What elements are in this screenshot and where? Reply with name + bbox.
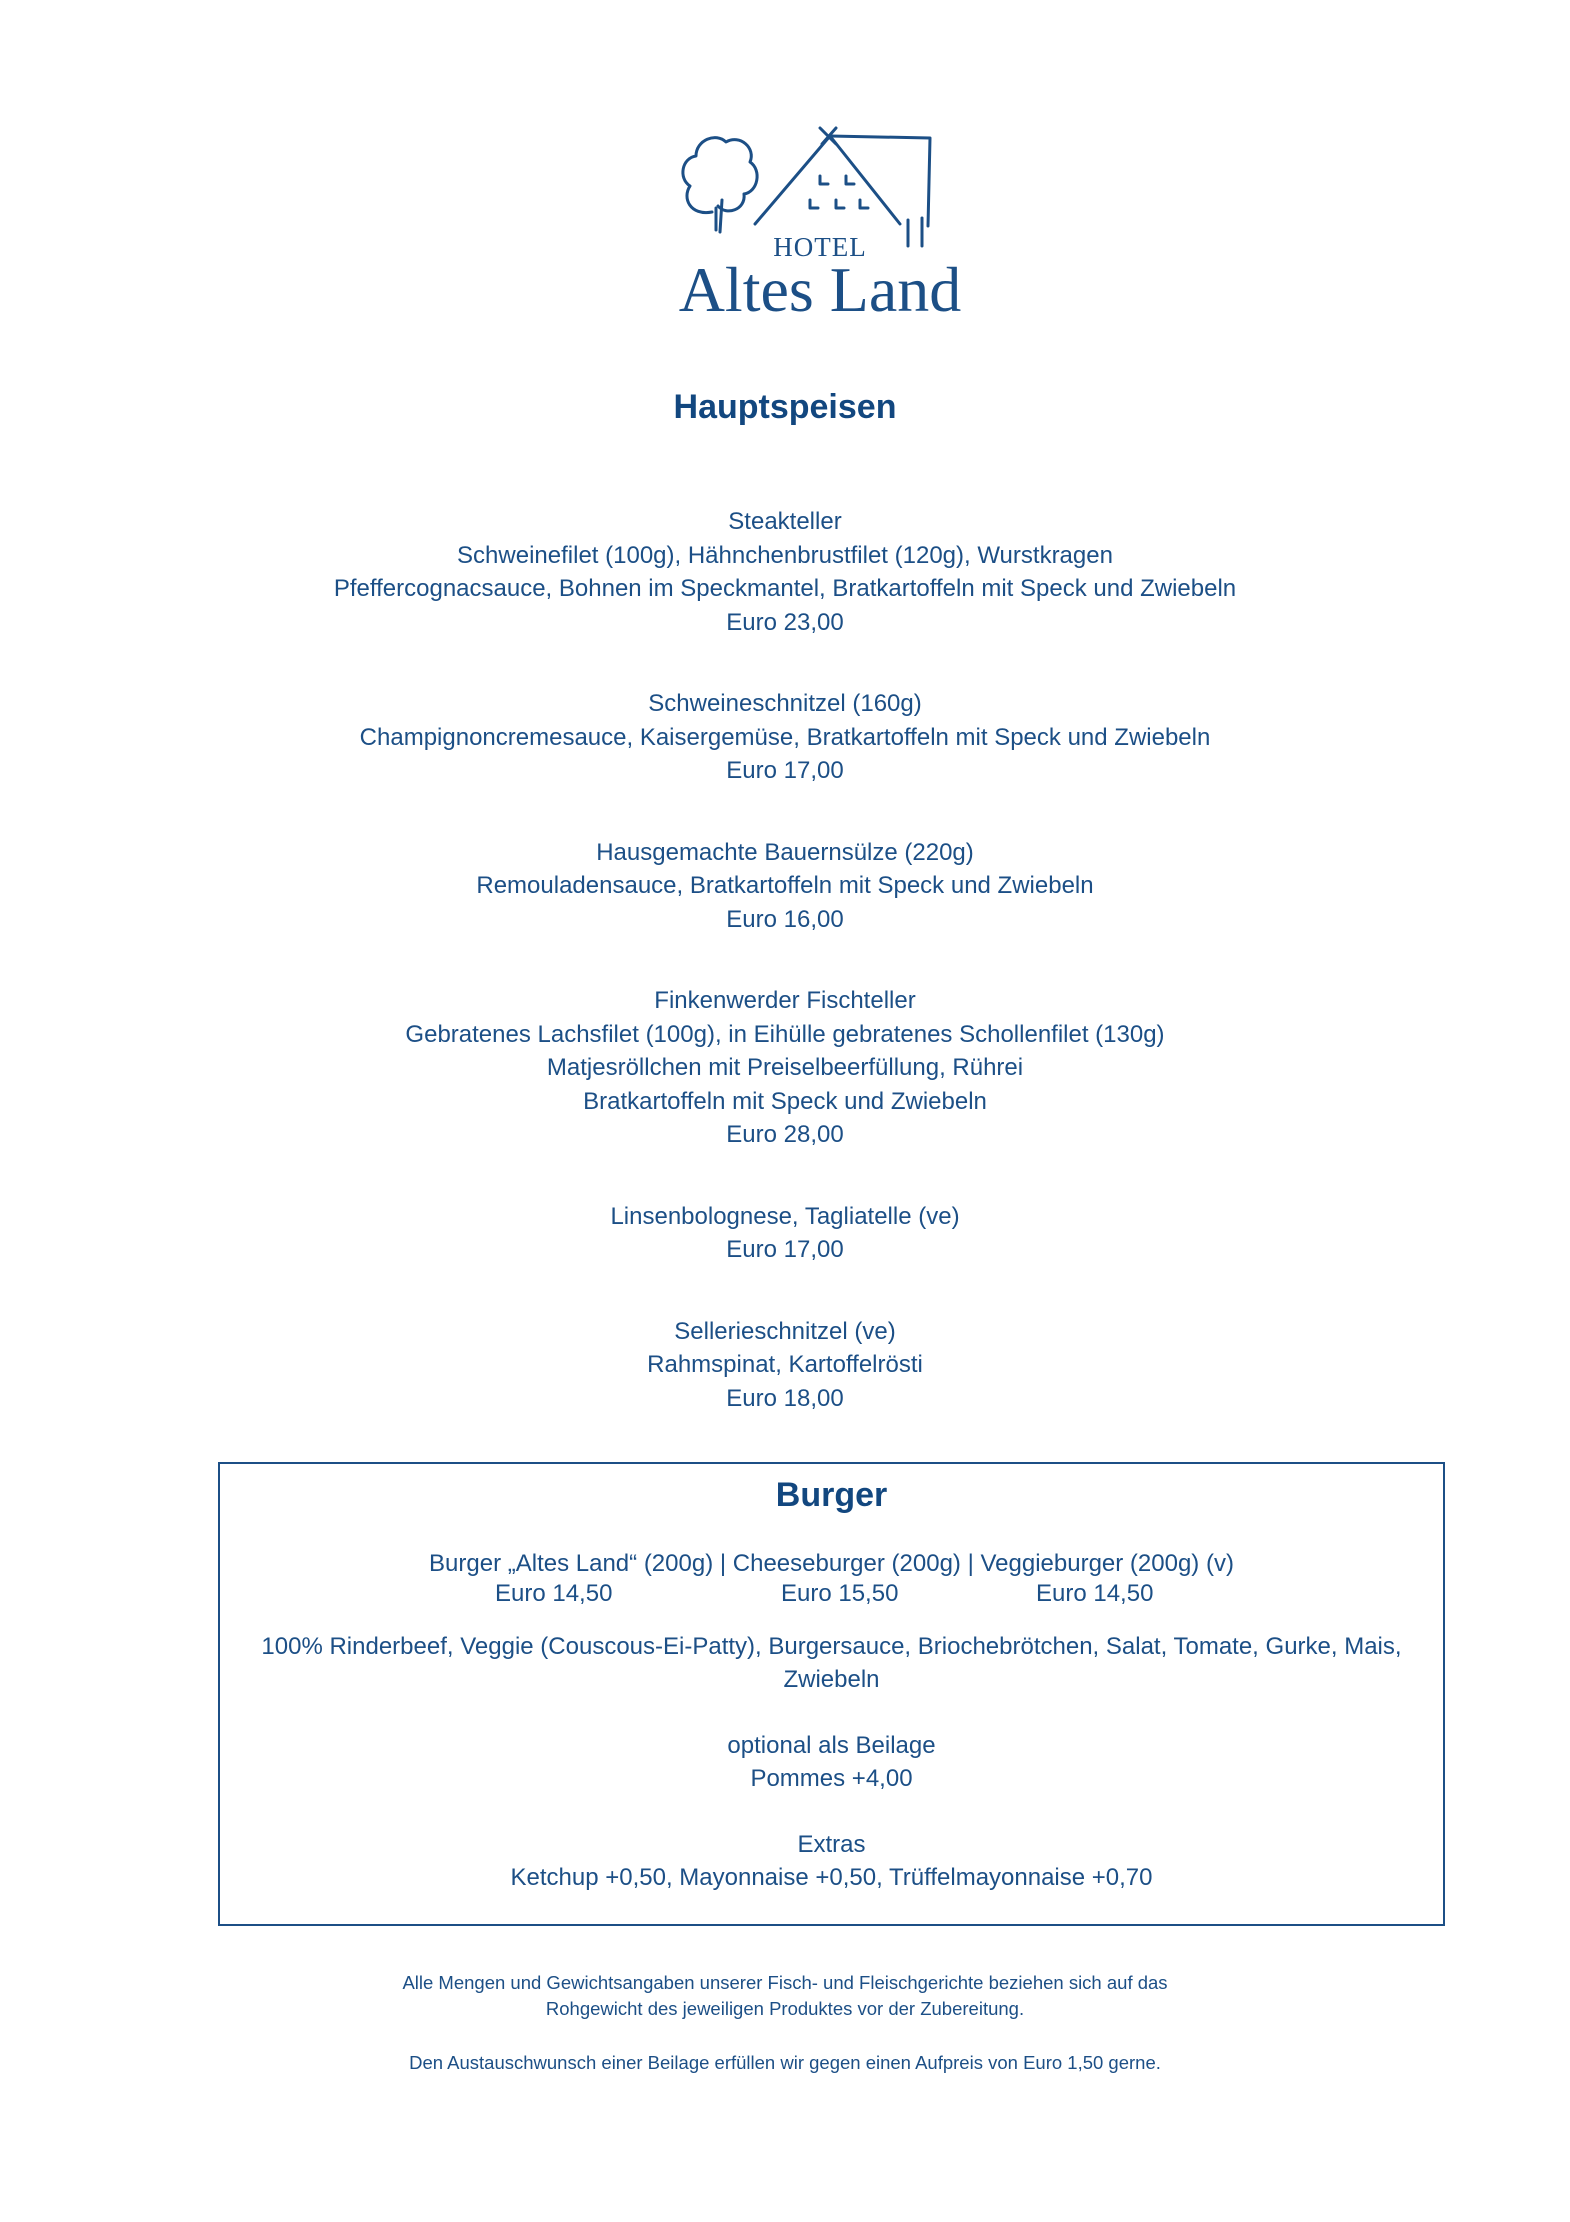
burger-side-heading: optional als Beilage: [727, 1732, 936, 1759]
dish-item: [0, 505, 1570, 639]
dish-item: [0, 1200, 1570, 1267]
dish-description: Bratkartoffeln mit Speck und Zwiebeln: [583, 1087, 987, 1115]
dish-price: Euro 16,00: [726, 905, 844, 933]
dish-description: Rahmspinat, Kartoffelrösti: [647, 1351, 923, 1378]
burger-price-veggieburger: Euro 14,50: [1036, 1580, 1154, 1607]
logo-hotel-name: Altes Land: [678, 254, 962, 325]
hotel-logo: [660, 120, 980, 330]
main-section-title: Hauptspeisen: [673, 388, 897, 426]
dish-item: [0, 687, 1570, 788]
dish-price: Euro 17,00: [726, 1236, 844, 1263]
dish-list: [0, 505, 1570, 1463]
dish-description: Gebratenes Lachsfilet (100g), in Eihülle gebratenes Schollenfilet (130g): [405, 1020, 1165, 1048]
footnote-side-exchange: Den Austauschwunsch einer Beilage erfüllen wir gegen einen Aufpreis von Euro 1,50 gerne.: [409, 2052, 1161, 2073]
dish-price: Euro 18,00: [726, 1384, 844, 1412]
burger-description: 100% Rinderbeef, Veggie (Couscous-Ei-Patty), Burgersauce, Briochebrötchen, Salat, Tomate, Gurke, Mais,: [261, 1633, 1402, 1660]
burger-section-title: Burger: [775, 1476, 888, 1514]
burger-extras-heading: Extras: [797, 1831, 866, 1858]
dish-name: Sellerieschnitzel (ve): [674, 1317, 896, 1345]
dish-name: Schweineschnitzel (160g): [648, 690, 922, 717]
dish-description: Schweinefilet (100g), Hähnchenbrustfilet (120g), Wurstkragen: [457, 541, 1113, 569]
burger-side-item: Pommes +4,00: [750, 1765, 913, 1792]
dish-item: [0, 984, 1570, 1152]
dish-name: Linsenbolognese, Tagliatelle (ve): [610, 1202, 960, 1230]
burger-description: Zwiebeln: [783, 1666, 880, 1693]
dish-price: Euro 23,00: [726, 608, 844, 636]
burger-prices: [220, 1580, 1443, 1614]
burger-section: [218, 1462, 1445, 1926]
dish-item: [0, 836, 1570, 937]
dish-name: Hausgemachte Bauernsülze (220g): [596, 838, 974, 866]
dish-item: [0, 1315, 1570, 1416]
burger-names: Burger „Altes Land“ (200g) | Cheeseburger (200g) | Veggieburger (200g) (v): [429, 1550, 1234, 1577]
dish-description: Pfeffercognacsauce, Bohnen im Speckmantel, Bratkartoffeln mit Speck und Zwiebeln: [333, 575, 1237, 602]
burger-extras-items: Ketchup +0,50, Mayonnaise +0,50, Trüffelmayonnaise +0,70: [510, 1864, 1153, 1891]
burger-price-cheeseburger: Euro 15,50: [781, 1580, 899, 1607]
dish-description: Remouladensauce, Bratkartoffeln mit Speck und Zwiebeln: [476, 872, 1094, 899]
logo-hotel-text: HOTEL: [773, 232, 867, 262]
dish-name: Finkenwerder Fischteller: [654, 987, 916, 1014]
dish-price: Euro 17,00: [726, 757, 844, 784]
footnote-weights-cont: Rohgewicht des jeweiligen Produktes vor der Zubereitung.: [545, 1998, 1025, 2019]
dish-description: Matjesröllchen mit Preiselbeerfüllung, Rührei: [546, 1054, 1024, 1081]
dish-price: Euro 28,00: [726, 1121, 844, 1148]
footnote-weights: Alle Mengen und Gewichtsangaben unserer Fisch- und Fleischgerichte beziehen sich auf das: [402, 1972, 1168, 1993]
tree-house-icon: [660, 120, 980, 250]
burger-price-altes-land: Euro 14,50: [495, 1580, 613, 1607]
dish-name: Steakteller: [728, 508, 842, 535]
dish-description: Champignoncremesauce, Kaisergemüse, Bratkartoffeln mit Speck und Zwiebeln: [359, 723, 1211, 751]
